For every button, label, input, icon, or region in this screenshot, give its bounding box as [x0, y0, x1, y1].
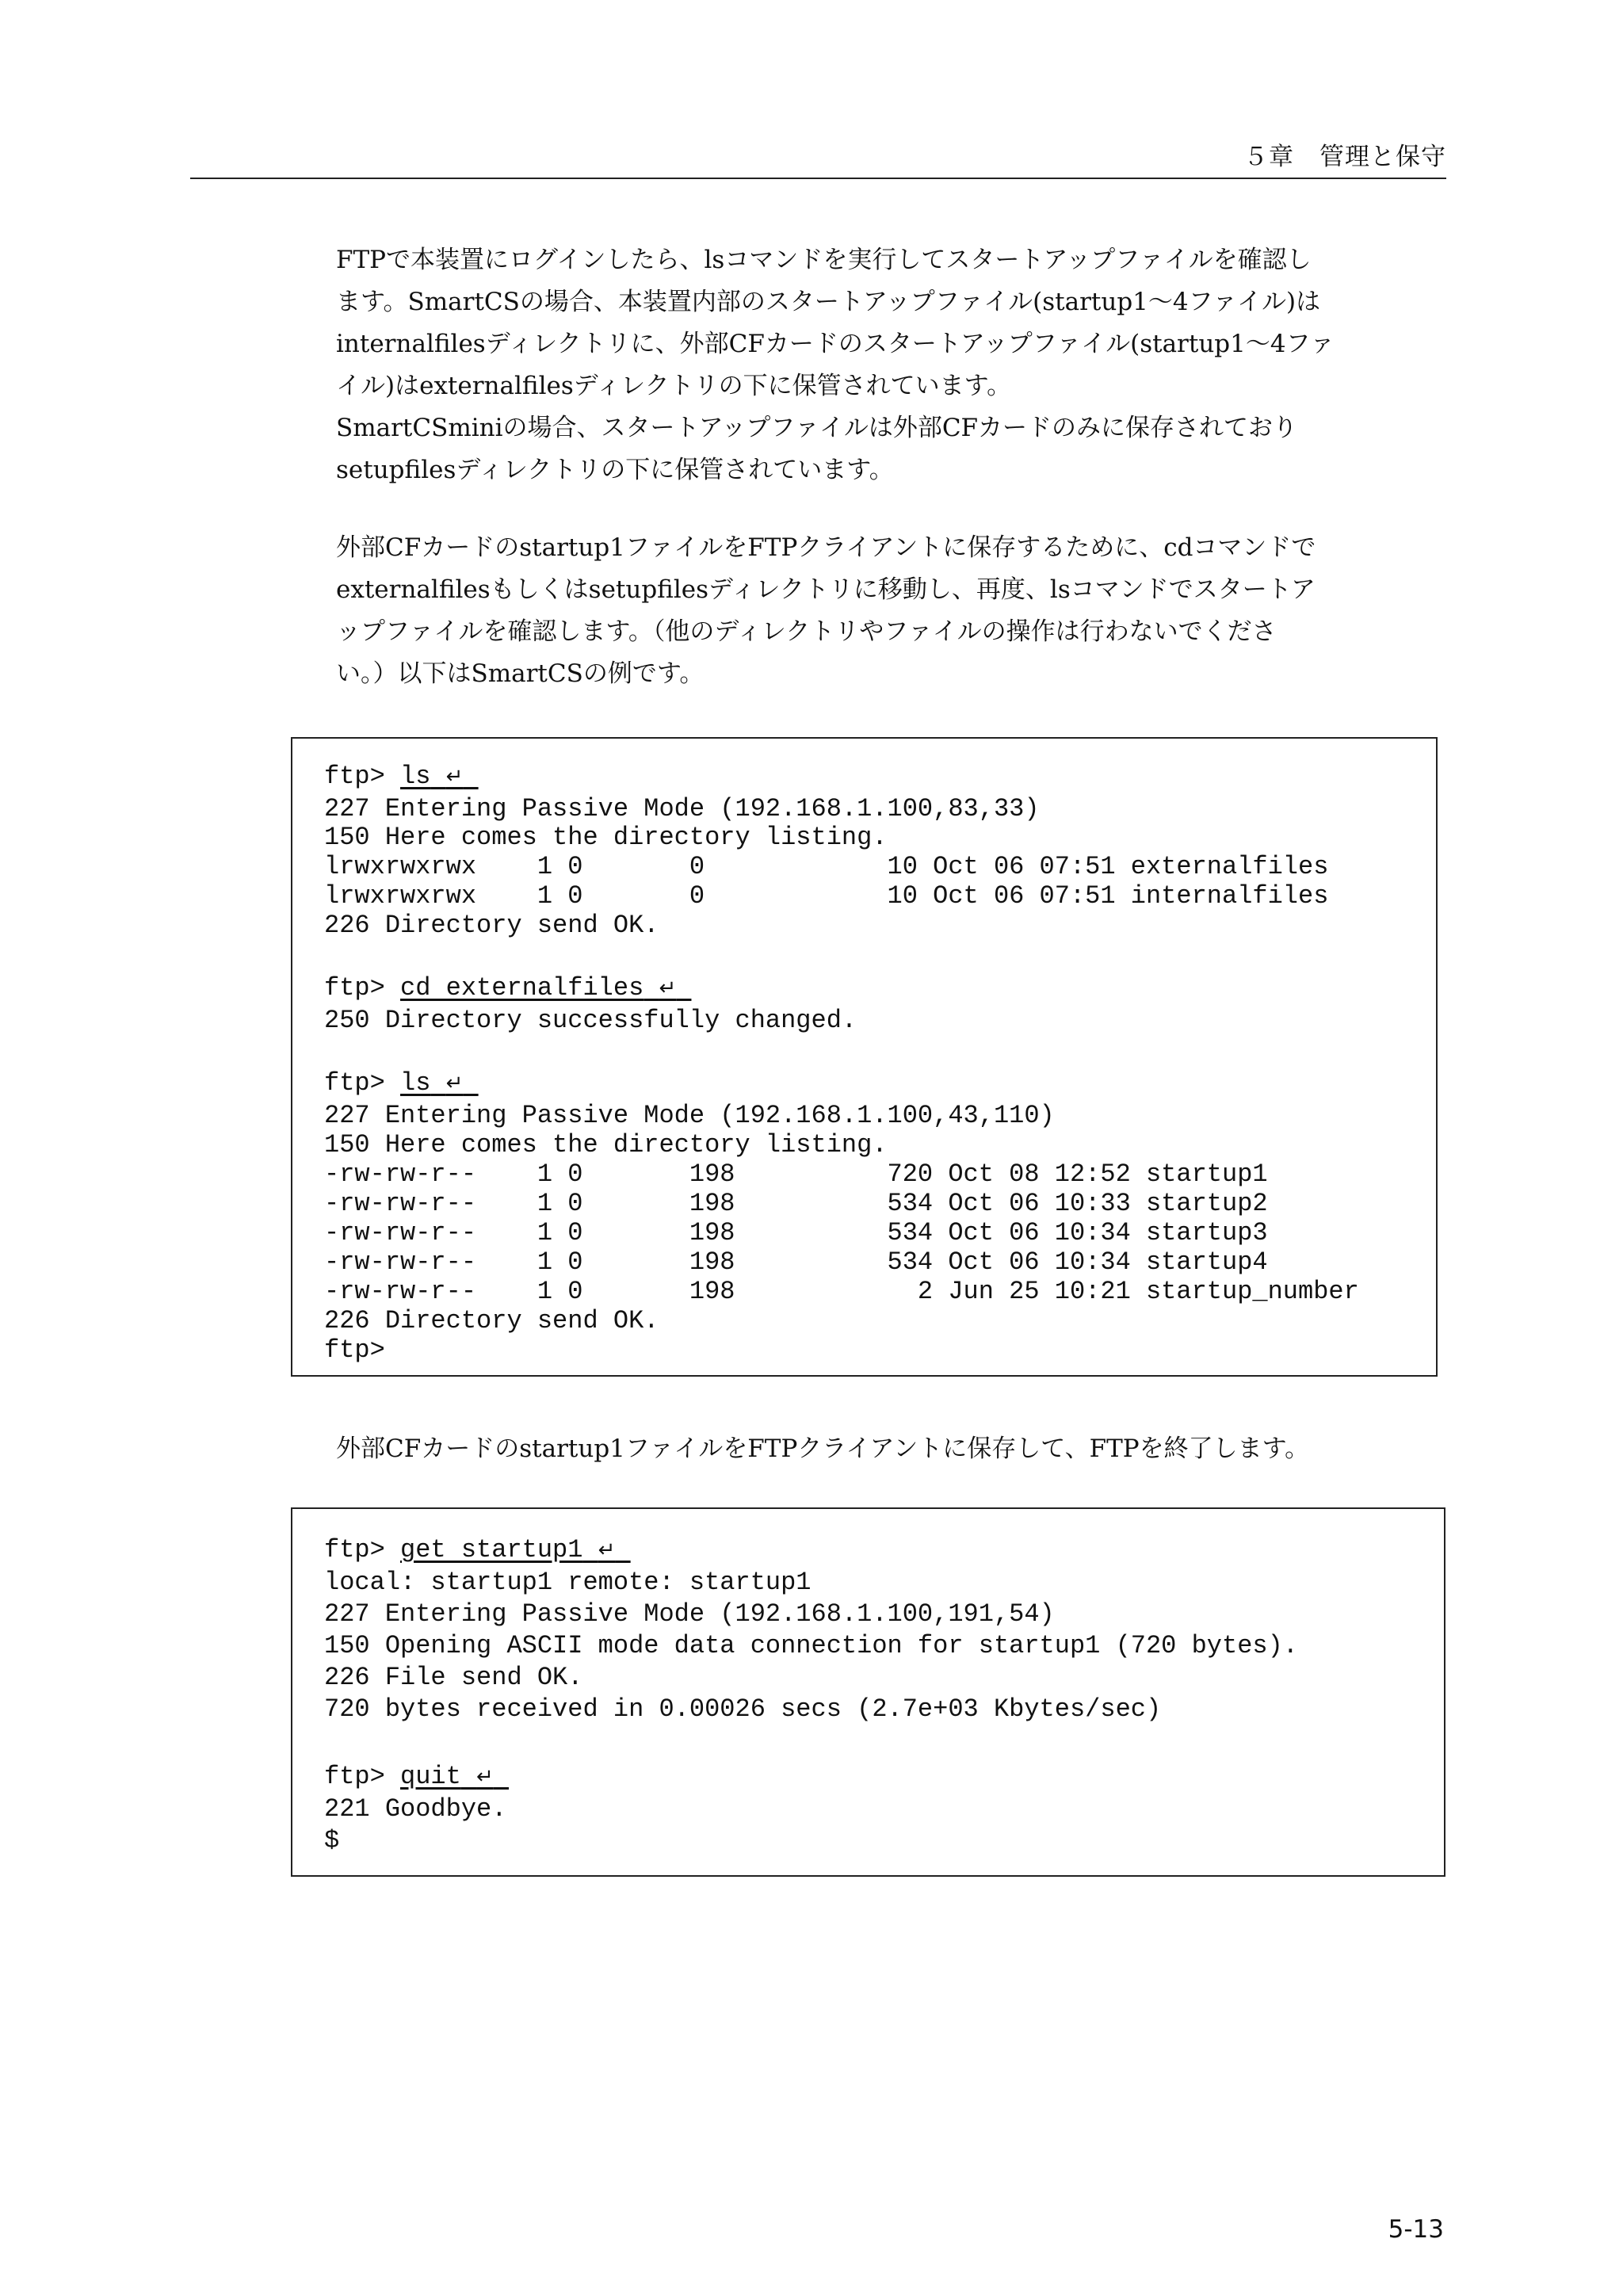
output-line: local: startup1 remote: startup1 [324, 1568, 812, 1597]
chapter-header: ５章 管理と保守 [1243, 143, 1446, 171]
output-line: 226 Directory send OK. [324, 1306, 659, 1335]
output-line: lrwxrwxrwx 1 0 0 10 Oct 06 07:51 internalfiles [324, 881, 1329, 911]
output-line: -rw-rw-r-- 1 0 198 534 Oct 06 10:33 startup2 [324, 1189, 1268, 1218]
terminal-session-download [291, 1507, 1445, 1877]
prompt: ftp> [324, 1068, 401, 1098]
instruction-line: い。）以下はSmartCSの例です。 [336, 659, 705, 688]
command-input: quit ↵ [400, 1762, 494, 1791]
command-line [324, 762, 479, 791]
output-line: ftp> [324, 1335, 385, 1365]
command-line [324, 1762, 509, 1791]
header-rule [190, 178, 1446, 179]
intro-line: ます。SmartCSの場合、本装置内部のスタートアップファイル(startup1～4ファイル)は [336, 288, 1321, 316]
output-line: 227 Entering Passive Mode (192.168.1.100,83,33) [324, 794, 1040, 823]
output-line: 150 Opening ASCII mode data connection for startup1 (720 bytes). [324, 1631, 1298, 1660]
output-line: -rw-rw-r-- 1 0 198 534 Oct 06 10:34 startup3 [324, 1218, 1268, 1247]
instruction-line: ップファイルを確認します。（他のディレクトリやファイルの操作は行わないでくださ [336, 617, 1277, 646]
command-input: cd externalfiles ↵ [400, 973, 677, 1003]
enter-key-icon: ↵ [445, 1072, 464, 1095]
prompt: ftp> [324, 762, 401, 791]
output-line: 226 Directory send OK. [324, 911, 659, 940]
output-line: 221 Goodbye. [324, 1794, 507, 1824]
command-line [324, 1535, 631, 1564]
prompt: ftp> [324, 1762, 401, 1791]
command-input: get startup1 ↵ [400, 1535, 616, 1564]
output-line: $ [324, 1826, 340, 1855]
output-line: 150 Here comes the directory listing. [324, 1130, 888, 1159]
command-line [324, 1068, 479, 1098]
instruction2-line: 外部CFカードのstartup1ファイルをFTPクライアントに保存して、FTPを終了します。 [336, 1435, 1310, 1463]
output-line: lrwxrwxrwx 1 0 0 10 Oct 06 07:51 externalfiles [324, 852, 1329, 881]
intro-line: FTPで本装置にログインしたら、lsコマンドを実行してスタートアップファイルを確認し [336, 246, 1312, 274]
intro-line: setupfilesディレクトリの下に保管されています。 [336, 456, 894, 484]
enter-key-icon: ↵ [598, 1538, 616, 1562]
instruction-paragraph [336, 527, 1449, 695]
intro-line: SmartCSminiの場合、スタートアップファイルは外部CFカードのみに保存されており [336, 414, 1298, 442]
intro-line: イル)はexternalfilesディレクトリの下に保管されています。 [336, 372, 1012, 400]
output-line: 227 Entering Passive Mode (192.168.1.100,43,110) [324, 1101, 1055, 1130]
command-input: ls ↵ [400, 762, 464, 791]
output-line: -rw-rw-r-- 1 0 198 534 Oct 06 10:34 startup4 [324, 1247, 1268, 1277]
output-line: -rw-rw-r-- 1 0 198 2 Jun 25 10:21 startup_number [324, 1277, 1359, 1306]
page-number: 5-13 [1388, 2215, 1444, 2244]
output-line: -rw-rw-r-- 1 0 198 720 Oct 08 12:52 startup1 [324, 1159, 1268, 1189]
instruction-line: 外部CFカードのstartup1ファイルをFTPクライアントに保存するために、cdコマンドで [336, 533, 1316, 562]
instruction-line: externalfilesもしくはsetupfilesディレクトリに移動し、再度、lsコマンドでスタートア [336, 575, 1316, 604]
prompt: ftp> [324, 973, 401, 1003]
terminal-session-listing [291, 737, 1438, 1377]
prompt: ftp> [324, 1535, 401, 1564]
output-line: 720 bytes received in 0.00026 secs (2.7e+03 Kbytes/sec) [324, 1694, 1162, 1724]
intro-line: internalfilesディレクトリに、外部CFカードのスタートアップファイル(startup1～4ファ [336, 330, 1335, 358]
command-line [324, 973, 691, 1003]
output-line: 227 Entering Passive Mode (192.168.1.100,191,54) [324, 1599, 1055, 1629]
enter-key-icon: ↵ [659, 976, 677, 1000]
enter-key-icon: ↵ [445, 765, 464, 789]
output-line: 150 Here comes the directory listing. [324, 823, 888, 852]
instruction2-paragraph [336, 1428, 1449, 1470]
output-line: 226 File send OK. [324, 1663, 583, 1692]
command-input: ls ↵ [400, 1068, 464, 1098]
intro-paragraph [336, 239, 1449, 491]
enter-key-icon: ↵ [476, 1765, 494, 1789]
output-line: 250 Directory successfully changed. [324, 1006, 857, 1035]
